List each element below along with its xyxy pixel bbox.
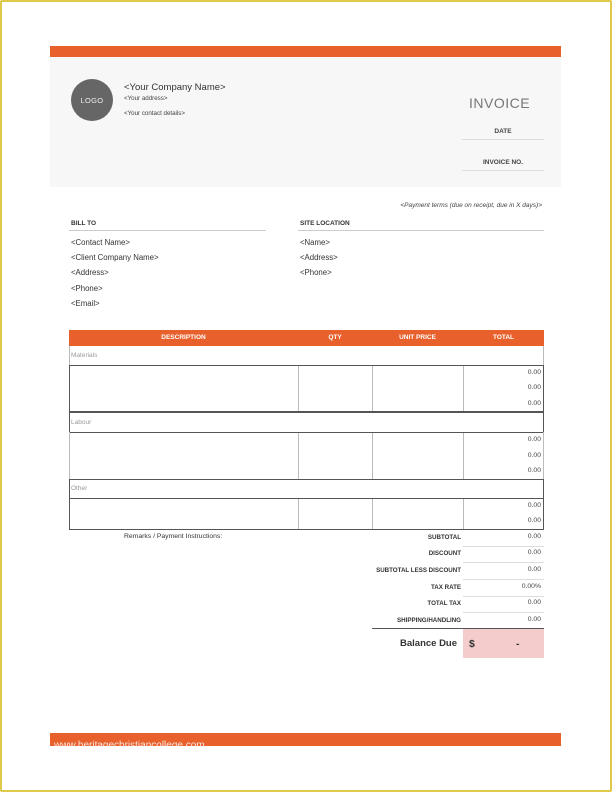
company-name: <Your Company Name> (124, 82, 226, 93)
other-divider-qty (298, 499, 299, 529)
site-phone: <Phone> (300, 268, 332, 277)
discount-value: 0.00 (527, 549, 541, 556)
shipping-value: 0.00 (527, 616, 541, 623)
materials-divider-qty (298, 366, 299, 411)
bill-to-address: <Address> (71, 268, 109, 277)
tax-rate-divider (463, 596, 544, 597)
footer-watermark: www.heritagechristiancollege.com (54, 740, 205, 751)
subtotal-value: 0.00 (527, 533, 541, 540)
tax-rate-label: TAX RATE (430, 584, 461, 591)
tax-rate-value: 0.00% (521, 583, 541, 590)
site-name: <Name> (300, 238, 330, 247)
site-location-heading: SITE LOCATION (300, 220, 350, 227)
col-qty: QTY (328, 334, 342, 341)
bill-to-company: <Client Company Name> (71, 253, 159, 262)
materials-total-2: 0.00 (527, 384, 541, 391)
col-total: TOTAL (492, 334, 515, 341)
bill-to-heading: BILL TO (71, 220, 97, 227)
total-tax-label: TOTAL TAX (427, 600, 461, 607)
subtotal-divider (463, 546, 544, 547)
bill-to-divider (69, 230, 266, 231)
bill-to-contact-name: <Contact Name> (71, 238, 130, 247)
date-divider (462, 139, 544, 140)
payment-terms: <Payment terms (due on receipt, due in X days)> (400, 202, 542, 209)
category-labour-label: Labour (71, 419, 92, 426)
materials-divider-total (463, 366, 464, 411)
subtotal-less-discount-label: SUBTOTAL LESS DISCOUNT (376, 567, 461, 574)
labour-total-2: 0.00 (527, 452, 541, 459)
bill-to-phone: <Phone> (71, 284, 103, 293)
shipping-label: SHIPPING/HANDLING (397, 617, 461, 624)
discount-label: DISCOUNT (428, 550, 461, 557)
bill-to-email: <Email> (71, 299, 100, 308)
labour-divider-qty (298, 433, 299, 479)
category-materials-row (69, 346, 544, 366)
other-divider-price (372, 499, 373, 529)
balance-due-label: Balance Due (400, 638, 458, 649)
materials-total-3: 0.00 (527, 400, 541, 407)
site-address: <Address> (300, 253, 338, 262)
company-contact: <Your contact details> (124, 110, 186, 117)
discount-divider (463, 562, 544, 563)
labour-divider-price (372, 433, 373, 479)
total-tax-value: 0.00 (527, 599, 541, 606)
other-divider-total (463, 499, 464, 529)
site-location-divider (298, 230, 544, 231)
invoice-no-divider (462, 170, 544, 171)
other-total-2: 0.00 (527, 517, 541, 524)
materials-divider-price (372, 366, 373, 411)
category-materials-label: Materials (71, 352, 98, 359)
company-logo: LOGO (71, 79, 113, 121)
subtotal-label: SUBTOTAL (427, 534, 461, 541)
balance-currency: $ (469, 638, 475, 650)
company-address: <Your address> (124, 95, 168, 102)
category-other-row (69, 479, 544, 499)
category-labour-row (69, 412, 544, 433)
invoice-header (50, 57, 561, 187)
remarks-label: Remarks / Payment Instructions: (124, 533, 223, 540)
date-label: DATE (494, 128, 512, 135)
category-other-label: Other (71, 485, 88, 492)
invoice-title: INVOICE (469, 95, 531, 111)
other-total-1: 0.00 (527, 502, 541, 509)
labour-divider-total (463, 433, 464, 479)
balance-due-box (463, 629, 544, 658)
total-tax-divider (463, 612, 544, 613)
col-unit-price: UNIT PRICE (399, 334, 436, 341)
subtotal-less-discount-divider (463, 579, 544, 580)
materials-total-1: 0.00 (527, 369, 541, 376)
invoice-no-label: INVOICE NO. (482, 159, 524, 166)
balance-due-value: - (516, 638, 520, 650)
labour-total-1: 0.00 (527, 436, 541, 443)
subtotal-less-discount-value: 0.00 (527, 566, 541, 573)
top-accent-bar (50, 46, 561, 57)
labour-total-3: 0.00 (527, 467, 541, 474)
col-description: DESCRIPTION (161, 334, 206, 341)
